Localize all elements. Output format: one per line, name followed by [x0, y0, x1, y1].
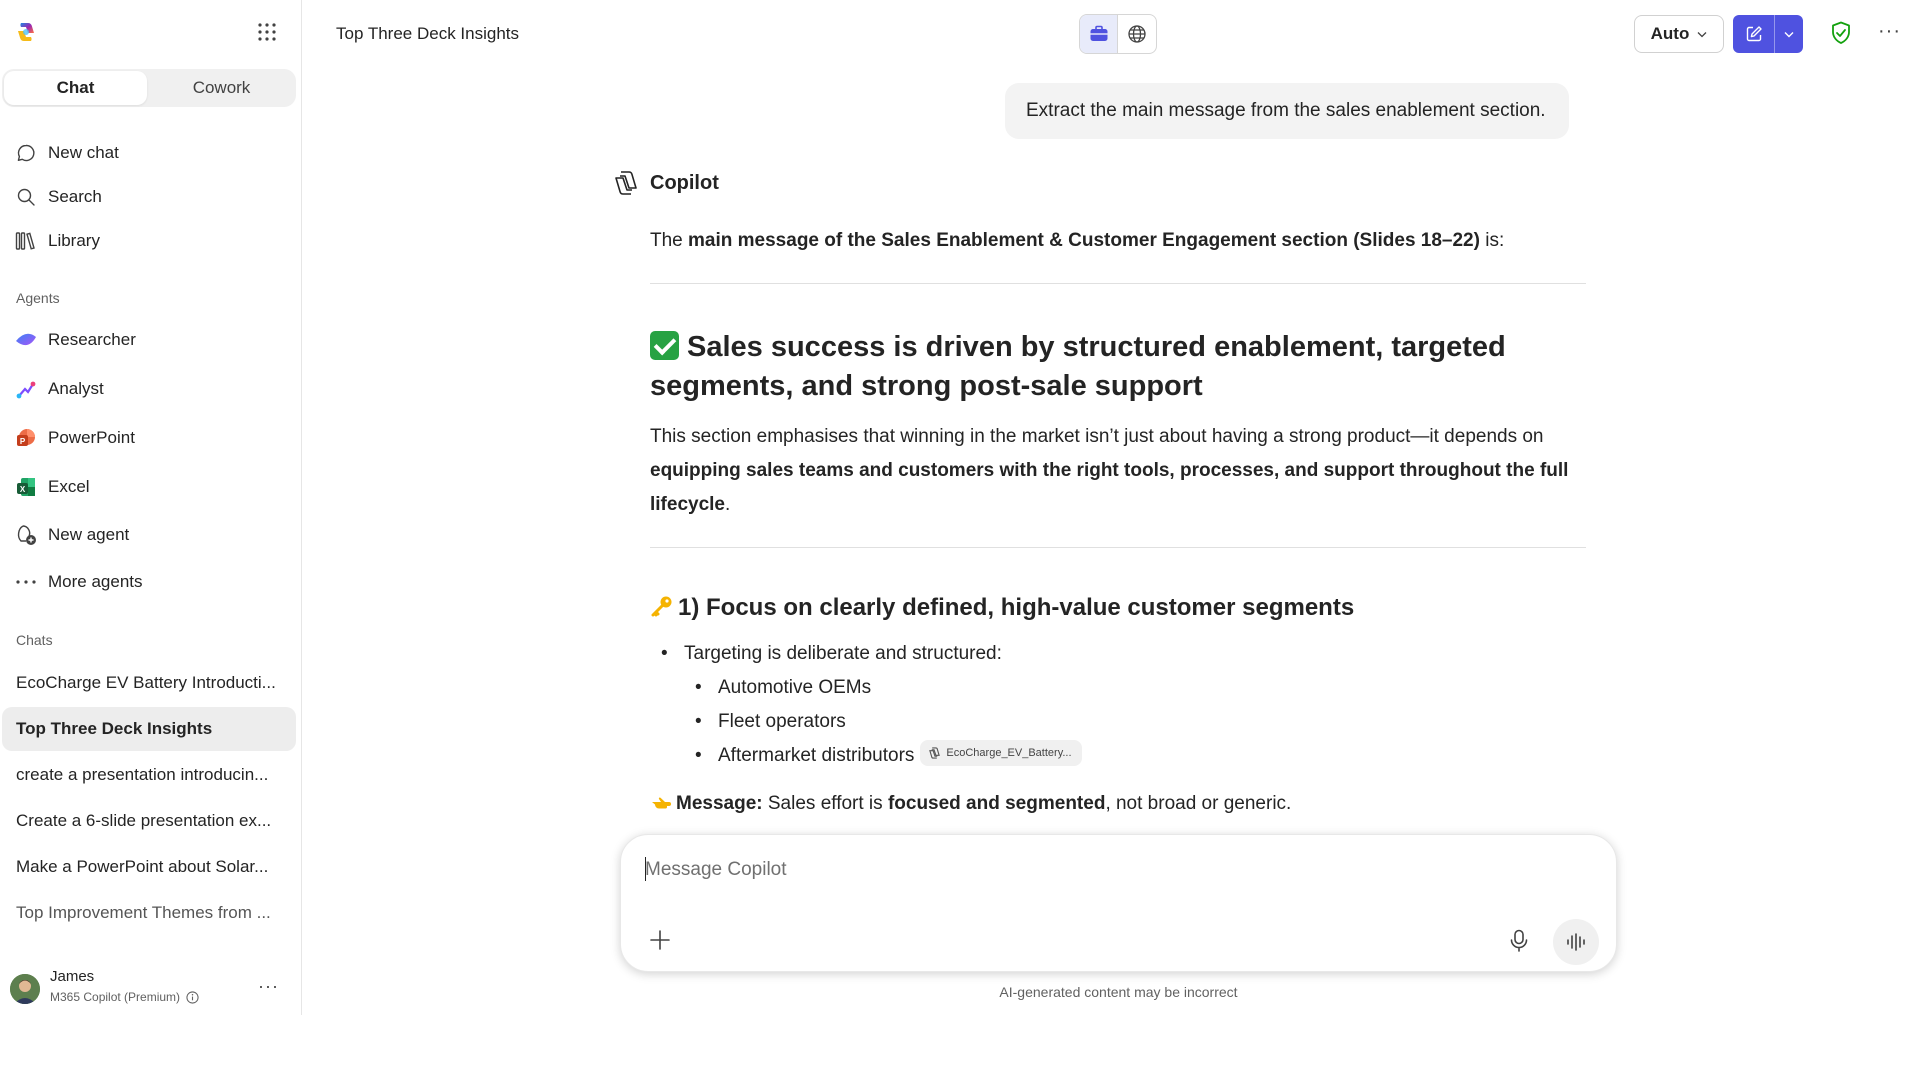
user-message-text: Extract the main message from the sales enablement section.	[1026, 100, 1546, 121]
copilot-icon	[612, 170, 640, 196]
svg-text:X: X	[19, 485, 26, 494]
compose-icon	[1745, 25, 1763, 43]
answer-intro	[650, 224, 1586, 258]
new-agent-button[interactable]	[14, 517, 294, 553]
excel-icon	[14, 475, 38, 499]
avatar	[10, 974, 40, 1004]
user-more-icon[interactable]: ···	[258, 976, 279, 996]
model-mode-label: Auto	[1650, 24, 1690, 43]
message-composer	[620, 834, 1617, 972]
agent-researcher-label: Researcher	[48, 330, 136, 349]
library-label: Library	[48, 231, 100, 250]
chat-item-ecocharge[interactable]: EcoCharge EV Battery Introducti...	[16, 673, 276, 692]
check-mark-icon	[650, 331, 679, 360]
section-heading-text: 1) Focus on clearly defined, high-value customer segments	[678, 594, 1355, 621]
plus-icon	[649, 929, 671, 951]
new-chat-button[interactable]	[14, 135, 294, 171]
more-agents-label: More agents	[48, 572, 143, 591]
new-chat-label: New chat	[48, 143, 119, 162]
chats-section-label: Chats	[16, 632, 53, 648]
toggle-cowork[interactable]: Cowork	[192, 78, 251, 97]
copilot-logo-icon[interactable]	[14, 20, 38, 44]
assistant-answer	[650, 224, 1586, 821]
sidebar	[0, 0, 302, 1015]
more-options-icon[interactable]: ···	[1878, 20, 1901, 42]
answer-intro-end: is:	[1479, 230, 1505, 251]
voice-mode-button[interactable]	[1553, 919, 1599, 965]
microphone-icon	[1509, 929, 1529, 953]
briefcase-icon	[1089, 25, 1109, 43]
toggle-chat[interactable]: Chat	[4, 71, 147, 105]
new-conversation-dropdown[interactable]	[1775, 15, 1803, 53]
user-plan-label: M365 Copilot (Premium)	[50, 990, 181, 1004]
assistant-header	[612, 170, 719, 196]
agent-excel-label: Excel	[48, 477, 90, 496]
agent-analyst-label: Analyst	[48, 379, 104, 398]
model-mode-dropdown[interactable]	[1634, 15, 1724, 53]
answer-paragraph-text: This section emphasises that winning in the market isn’t just about having a strong product—it depends on	[650, 426, 1544, 447]
agents-section-label: Agents	[16, 290, 60, 306]
user-profile[interactable]	[10, 966, 296, 1010]
tool-toggle-group	[1079, 14, 1157, 54]
search-button[interactable]	[14, 179, 294, 215]
answer-intro-bold: main message of the Sales Enablement & Customer Engagement section (Slides 18–22)	[688, 230, 1480, 251]
chevron-down-icon	[1784, 31, 1794, 38]
new-conversation-split-button	[1733, 15, 1803, 53]
bullet-list	[650, 637, 1586, 773]
answer-paragraph-bold: equipping sales teams and customers with the right tools, processes, and support throughout the full lifecycle	[650, 460, 1569, 515]
user-message-bubble	[1005, 83, 1569, 139]
assistant-name: Copilot	[650, 171, 719, 194]
message-line	[650, 787, 1586, 821]
agent-powerpoint-label: PowerPoint	[48, 428, 135, 447]
answer-paragraph-end: .	[725, 494, 731, 515]
web-mode-button[interactable]	[1118, 15, 1156, 53]
new-agent-label: New agent	[48, 525, 130, 544]
work-mode-button[interactable]	[1080, 15, 1118, 53]
list-item: • Automotive OEMs	[684, 671, 1586, 705]
library-button[interactable]	[14, 223, 294, 259]
list-item	[650, 637, 1586, 773]
conversation-title: Top Three Deck Insights	[336, 24, 519, 43]
agent-excel[interactable]	[14, 469, 294, 505]
globe-icon	[1127, 24, 1147, 44]
user-name: James	[50, 968, 95, 985]
answer-headline	[650, 328, 1586, 406]
analyst-icon	[14, 377, 38, 401]
svg-text:P: P	[19, 437, 26, 446]
more-agents-button[interactable]	[14, 564, 294, 600]
search-icon	[14, 185, 38, 209]
chat-item-top-three-deck-insights[interactable]: Top Three Deck Insights	[2, 707, 296, 751]
citation-label: EcoCharge_EV_Battery...	[946, 747, 1072, 759]
section-heading	[650, 591, 1586, 625]
search-label: Search	[48, 187, 102, 206]
info-icon[interactable]	[186, 991, 199, 1004]
chat-item-six-slide-presentation[interactable]: Create a 6-slide presentation ex...	[16, 811, 272, 830]
sub-bullet-list	[684, 671, 1586, 773]
key-icon	[650, 594, 674, 618]
chat-item-create-presentation[interactable]: create a presentation introducin...	[16, 765, 269, 784]
message-text: Sales effort is	[762, 793, 888, 814]
list-item: • Fleet operators	[684, 705, 1586, 739]
answer-paragraph	[650, 420, 1586, 522]
chat-bubble-icon	[14, 141, 38, 165]
pointing-hand-icon	[650, 794, 672, 812]
message-input[interactable]	[645, 853, 1505, 887]
more-icon	[14, 570, 38, 594]
new-conversation-button[interactable]	[1733, 15, 1775, 53]
chat-cowork-toggle	[2, 69, 296, 107]
answer-intro-text: The	[650, 230, 689, 251]
citation-chip[interactable]	[920, 740, 1081, 766]
app-launcher-icon[interactable]	[255, 20, 279, 44]
chat-item-improvement-themes[interactable]: Top Improvement Themes from ...	[16, 903, 271, 922]
list-item-text: Targeting is deliberate and structured:	[684, 643, 1002, 664]
message-bold: focused and segmented	[887, 793, 1106, 814]
shield-check-icon[interactable]	[1828, 20, 1854, 46]
list-item-text: Aftermarket distributors	[718, 745, 915, 766]
powerpoint-icon	[14, 426, 38, 450]
ai-disclaimer: AI-generated content may be incorrect	[999, 984, 1238, 1000]
new-agent-icon	[14, 523, 38, 547]
copilot-icon	[928, 747, 941, 759]
answer-headline-text: Sales success is driven by structured enablement, targeted segments, and strong post-sale support	[650, 331, 1506, 402]
chat-item-solar-powerpoint[interactable]: Make a PowerPoint about Solar...	[16, 857, 269, 876]
message-label: Message:	[676, 793, 763, 814]
agent-researcher[interactable]	[14, 322, 294, 358]
agent-analyst[interactable]	[14, 371, 294, 407]
chevron-down-icon	[1697, 31, 1707, 38]
agent-powerpoint[interactable]	[14, 420, 294, 456]
researcher-icon	[14, 328, 38, 352]
list-item	[684, 739, 1586, 773]
dictate-button[interactable]	[1501, 923, 1537, 959]
message-end: , not broad or generic.	[1105, 793, 1292, 814]
voice-waveform-icon	[1565, 932, 1587, 952]
text-caret	[645, 857, 646, 881]
user-plan	[50, 990, 199, 1004]
add-attachment-button[interactable]	[643, 923, 677, 957]
library-icon	[14, 229, 38, 253]
